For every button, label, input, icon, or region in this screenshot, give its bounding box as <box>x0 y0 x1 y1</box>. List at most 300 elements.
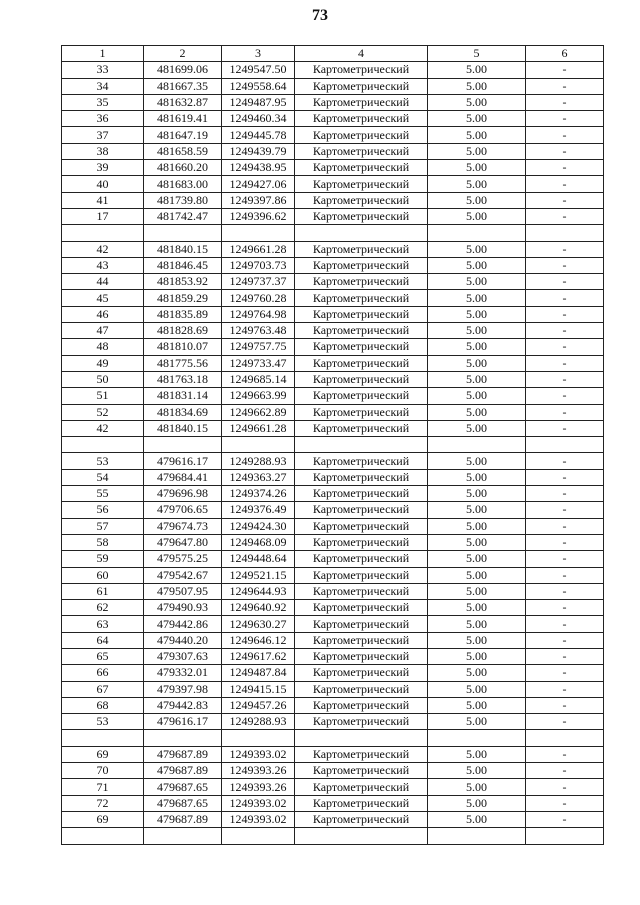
x-coordinate-cell: 481831.14 <box>144 388 222 404</box>
note-cell: - <box>526 192 604 208</box>
y-coordinate-cell: 1249617.62 <box>222 648 295 664</box>
note-cell: - <box>526 600 604 616</box>
table-row <box>62 486 604 502</box>
y-coordinate-cell: 1249757.75 <box>222 339 295 355</box>
x-coordinate-cell: 479440.20 <box>144 632 222 648</box>
accuracy-cell: 5.00 <box>428 534 526 550</box>
accuracy-cell: 5.00 <box>428 648 526 664</box>
method-cell: Картометрический <box>295 78 428 94</box>
y-coordinate-cell <box>222 437 295 453</box>
method-cell <box>295 437 428 453</box>
note-cell: - <box>526 486 604 502</box>
accuracy-cell: 5.00 <box>428 714 526 730</box>
accuracy-cell: 5.00 <box>428 160 526 176</box>
point-number-cell: 72 <box>62 795 144 811</box>
accuracy-cell: 5.00 <box>428 388 526 404</box>
note-cell: - <box>526 274 604 290</box>
x-coordinate-cell: 481667.35 <box>144 78 222 94</box>
accuracy-cell: 5.00 <box>428 306 526 322</box>
point-number-cell: 53 <box>62 714 144 730</box>
note-cell: - <box>526 127 604 143</box>
method-cell: Картометрический <box>295 339 428 355</box>
accuracy-cell: 5.00 <box>428 257 526 273</box>
x-coordinate-cell: 479647.80 <box>144 534 222 550</box>
method-cell: Картометрический <box>295 486 428 502</box>
y-coordinate-cell: 1249445.78 <box>222 127 295 143</box>
accuracy-cell: 5.00 <box>428 763 526 779</box>
table-row <box>62 567 604 583</box>
note-cell: - <box>526 681 604 697</box>
note-cell: - <box>526 388 604 404</box>
note-cell: - <box>526 404 604 420</box>
accuracy-cell: 5.00 <box>428 111 526 127</box>
note-cell: - <box>526 763 604 779</box>
method-cell: Картометрический <box>295 600 428 616</box>
note-cell: - <box>526 257 604 273</box>
method-cell: Картометрический <box>295 274 428 290</box>
y-coordinate-cell: 1249733.47 <box>222 355 295 371</box>
table-row <box>62 697 604 713</box>
table-row <box>62 811 604 827</box>
note-cell: - <box>526 697 604 713</box>
table-row <box>62 779 604 795</box>
note-cell: - <box>526 94 604 110</box>
point-number-cell: 68 <box>62 697 144 713</box>
point-number-cell: 58 <box>62 534 144 550</box>
table-row <box>62 111 604 127</box>
y-coordinate-cell <box>222 828 295 844</box>
x-coordinate-cell: 481699.06 <box>144 62 222 78</box>
note-cell: - <box>526 453 604 469</box>
x-coordinate-cell <box>144 437 222 453</box>
accuracy-cell: 5.00 <box>428 795 526 811</box>
note-cell: - <box>526 62 604 78</box>
accuracy-cell: 5.00 <box>428 697 526 713</box>
y-coordinate-cell: 1249397.86 <box>222 192 295 208</box>
table-row <box>62 551 604 567</box>
y-coordinate-cell: 1249468.09 <box>222 534 295 550</box>
method-cell: Картометрический <box>295 583 428 599</box>
y-coordinate-cell: 1249288.93 <box>222 714 295 730</box>
method-cell: Картометрический <box>295 192 428 208</box>
method-cell: Картометрический <box>295 420 428 436</box>
y-coordinate-cell: 1249393.02 <box>222 811 295 827</box>
method-cell: Картометрический <box>295 94 428 110</box>
column-header-4: 4 <box>295 46 428 62</box>
accuracy-cell: 5.00 <box>428 176 526 192</box>
table-row <box>62 763 604 779</box>
y-coordinate-cell: 1249661.28 <box>222 241 295 257</box>
x-coordinate-cell: 479307.63 <box>144 648 222 664</box>
point-number-cell: 71 <box>62 779 144 795</box>
table-row <box>62 306 604 322</box>
page-number: 73 <box>312 7 328 24</box>
y-coordinate-cell: 1249763.48 <box>222 323 295 339</box>
table-row <box>62 257 604 273</box>
note-cell: - <box>526 746 604 762</box>
x-coordinate-cell: 481828.69 <box>144 323 222 339</box>
y-coordinate-cell: 1249764.98 <box>222 306 295 322</box>
note-cell: - <box>526 551 604 567</box>
x-coordinate-cell: 479616.17 <box>144 714 222 730</box>
table-row <box>62 208 604 224</box>
x-coordinate-cell <box>144 730 222 746</box>
point-number-cell: 35 <box>62 94 144 110</box>
table-row <box>62 616 604 632</box>
y-coordinate-cell: 1249640.92 <box>222 600 295 616</box>
method-cell: Картометрический <box>295 763 428 779</box>
method-cell: Картометрический <box>295 518 428 534</box>
method-cell: Картометрический <box>295 127 428 143</box>
table-row <box>62 469 604 485</box>
point-number-cell: 60 <box>62 567 144 583</box>
table-row <box>62 371 604 387</box>
note-cell <box>526 225 604 241</box>
method-cell: Картометрический <box>295 143 428 159</box>
accuracy-cell: 5.00 <box>428 502 526 518</box>
x-coordinate-cell: 481840.15 <box>144 241 222 257</box>
method-cell: Картометрический <box>295 355 428 371</box>
x-coordinate-cell: 481647.19 <box>144 127 222 143</box>
note-cell <box>526 828 604 844</box>
table-row <box>62 583 604 599</box>
x-coordinate-cell: 479687.65 <box>144 779 222 795</box>
note-cell: - <box>526 518 604 534</box>
y-coordinate-cell: 1249460.34 <box>222 111 295 127</box>
accuracy-cell: 5.00 <box>428 208 526 224</box>
x-coordinate-cell: 481763.18 <box>144 371 222 387</box>
point-number-cell: 62 <box>62 600 144 616</box>
y-coordinate-cell: 1249703.73 <box>222 257 295 273</box>
x-coordinate-cell: 479542.67 <box>144 567 222 583</box>
point-number-cell: 50 <box>62 371 144 387</box>
column-header-5: 5 <box>428 46 526 62</box>
note-cell: - <box>526 469 604 485</box>
table-row <box>62 127 604 143</box>
point-number-cell: 54 <box>62 469 144 485</box>
column-header-3: 3 <box>222 46 295 62</box>
note-cell: - <box>526 616 604 632</box>
accuracy-cell: 5.00 <box>428 486 526 502</box>
note-cell: - <box>526 241 604 257</box>
accuracy-cell: 5.00 <box>428 274 526 290</box>
x-coordinate-cell <box>144 225 222 241</box>
method-cell: Картометрический <box>295 746 428 762</box>
point-number-cell: 48 <box>62 339 144 355</box>
method-cell: Картометрический <box>295 632 428 648</box>
method-cell: Картометрический <box>295 290 428 306</box>
accuracy-cell: 5.00 <box>428 404 526 420</box>
method-cell: Картометрический <box>295 648 428 664</box>
method-cell: Картометрический <box>295 551 428 567</box>
point-number-cell: 59 <box>62 551 144 567</box>
y-coordinate-cell: 1249376.49 <box>222 502 295 518</box>
x-coordinate-cell: 479687.65 <box>144 795 222 811</box>
y-coordinate-cell: 1249685.14 <box>222 371 295 387</box>
point-number-cell: 45 <box>62 290 144 306</box>
x-coordinate-cell: 481658.59 <box>144 143 222 159</box>
table-header-row <box>62 46 604 62</box>
method-cell: Картометрический <box>295 567 428 583</box>
table-row <box>62 160 604 176</box>
accuracy-cell <box>428 225 526 241</box>
method-cell: Картометрический <box>295 453 428 469</box>
point-number-cell: 66 <box>62 665 144 681</box>
point-number-cell: 43 <box>62 257 144 273</box>
note-cell: - <box>526 78 604 94</box>
note-cell: - <box>526 583 604 599</box>
y-coordinate-cell: 1249662.89 <box>222 404 295 420</box>
table-row <box>62 795 604 811</box>
accuracy-cell: 5.00 <box>428 779 526 795</box>
x-coordinate-cell <box>144 828 222 844</box>
point-number-cell: 42 <box>62 241 144 257</box>
point-number-cell: 52 <box>62 404 144 420</box>
method-cell: Картометрический <box>295 795 428 811</box>
table-row <box>62 453 604 469</box>
accuracy-cell: 5.00 <box>428 127 526 143</box>
table-row <box>62 828 604 844</box>
accuracy-cell: 5.00 <box>428 143 526 159</box>
accuracy-cell: 5.00 <box>428 811 526 827</box>
column-header-2: 2 <box>144 46 222 62</box>
accuracy-cell: 5.00 <box>428 518 526 534</box>
x-coordinate-cell: 481840.15 <box>144 420 222 436</box>
point-number-cell: 67 <box>62 681 144 697</box>
note-cell: - <box>526 714 604 730</box>
point-number-cell: 47 <box>62 323 144 339</box>
note-cell: - <box>526 502 604 518</box>
note-cell: - <box>526 648 604 664</box>
note-cell: - <box>526 111 604 127</box>
method-cell: Картометрический <box>295 502 428 518</box>
y-coordinate-cell: 1249288.93 <box>222 453 295 469</box>
x-coordinate-cell: 479674.73 <box>144 518 222 534</box>
note-cell <box>526 437 604 453</box>
note-cell: - <box>526 323 604 339</box>
note-cell: - <box>526 371 604 387</box>
method-cell: Картометрический <box>295 469 428 485</box>
point-number-cell: 42 <box>62 420 144 436</box>
y-coordinate-cell: 1249457.26 <box>222 697 295 713</box>
accuracy-cell: 5.00 <box>428 62 526 78</box>
accuracy-cell: 5.00 <box>428 551 526 567</box>
table-row <box>62 192 604 208</box>
table-row <box>62 502 604 518</box>
x-coordinate-cell: 481660.20 <box>144 160 222 176</box>
note-cell: - <box>526 420 604 436</box>
note-cell: - <box>526 143 604 159</box>
accuracy-cell: 5.00 <box>428 746 526 762</box>
accuracy-cell: 5.00 <box>428 290 526 306</box>
accuracy-cell: 5.00 <box>428 323 526 339</box>
point-number-cell: 37 <box>62 127 144 143</box>
method-cell: Картометрический <box>295 160 428 176</box>
table-row <box>62 241 604 257</box>
x-coordinate-cell: 479507.95 <box>144 583 222 599</box>
table-row <box>62 420 604 436</box>
note-cell: - <box>526 339 604 355</box>
x-coordinate-cell: 479696.98 <box>144 486 222 502</box>
y-coordinate-cell: 1249448.64 <box>222 551 295 567</box>
x-coordinate-cell: 481775.56 <box>144 355 222 371</box>
table-row <box>62 225 604 241</box>
x-coordinate-cell: 479332.01 <box>144 665 222 681</box>
y-coordinate-cell: 1249663.99 <box>222 388 295 404</box>
table-row <box>62 714 604 730</box>
accuracy-cell: 5.00 <box>428 632 526 648</box>
point-number-cell: 69 <box>62 811 144 827</box>
x-coordinate-cell: 479616.17 <box>144 453 222 469</box>
accuracy-cell: 5.00 <box>428 616 526 632</box>
table-row <box>62 534 604 550</box>
point-number-cell: 39 <box>62 160 144 176</box>
note-cell: - <box>526 160 604 176</box>
y-coordinate-cell: 1249393.02 <box>222 795 295 811</box>
table-row <box>62 62 604 78</box>
method-cell <box>295 828 428 844</box>
y-coordinate-cell: 1249393.26 <box>222 779 295 795</box>
table-row <box>62 518 604 534</box>
accuracy-cell: 5.00 <box>428 339 526 355</box>
x-coordinate-cell: 481632.87 <box>144 94 222 110</box>
y-coordinate-cell <box>222 225 295 241</box>
method-cell: Картометрический <box>295 714 428 730</box>
note-cell: - <box>526 632 604 648</box>
accuracy-cell: 5.00 <box>428 681 526 697</box>
accuracy-cell: 5.00 <box>428 192 526 208</box>
point-number-cell: 55 <box>62 486 144 502</box>
note-cell: - <box>526 567 604 583</box>
table-row <box>62 323 604 339</box>
x-coordinate-cell: 479687.89 <box>144 746 222 762</box>
table-row <box>62 730 604 746</box>
point-number-cell: 70 <box>62 763 144 779</box>
x-coordinate-cell: 481742.47 <box>144 208 222 224</box>
y-coordinate-cell: 1249644.93 <box>222 583 295 599</box>
method-cell: Картометрический <box>295 323 428 339</box>
x-coordinate-cell: 481835.89 <box>144 306 222 322</box>
accuracy-cell <box>428 828 526 844</box>
method-cell: Картометрический <box>295 111 428 127</box>
point-number-cell: 41 <box>62 192 144 208</box>
y-coordinate-cell: 1249374.26 <box>222 486 295 502</box>
y-coordinate-cell: 1249630.27 <box>222 616 295 632</box>
x-coordinate-cell: 479687.89 <box>144 811 222 827</box>
y-coordinate-cell: 1249393.02 <box>222 746 295 762</box>
x-coordinate-cell: 481619.41 <box>144 111 222 127</box>
method-cell: Картометрический <box>295 779 428 795</box>
table-row <box>62 437 604 453</box>
method-cell: Картометрический <box>295 534 428 550</box>
x-coordinate-cell: 479687.89 <box>144 763 222 779</box>
accuracy-cell: 5.00 <box>428 371 526 387</box>
y-coordinate-cell: 1249424.30 <box>222 518 295 534</box>
y-coordinate-cell: 1249661.28 <box>222 420 295 436</box>
note-cell: - <box>526 306 604 322</box>
method-cell: Картометрический <box>295 616 428 632</box>
accuracy-cell: 5.00 <box>428 583 526 599</box>
x-coordinate-cell: 479490.93 <box>144 600 222 616</box>
table-row <box>62 600 604 616</box>
table-row <box>62 274 604 290</box>
method-cell: Картометрический <box>295 62 428 78</box>
y-coordinate-cell: 1249427.06 <box>222 176 295 192</box>
method-cell: Картометрический <box>295 306 428 322</box>
y-coordinate-cell: 1249737.37 <box>222 274 295 290</box>
point-number-cell <box>62 225 144 241</box>
note-cell: - <box>526 795 604 811</box>
x-coordinate-cell: 481834.69 <box>144 404 222 420</box>
y-coordinate-cell: 1249393.26 <box>222 763 295 779</box>
method-cell: Картометрический <box>295 176 428 192</box>
point-number-cell: 49 <box>62 355 144 371</box>
note-cell: - <box>526 208 604 224</box>
method-cell: Картометрический <box>295 208 428 224</box>
x-coordinate-cell: 479442.83 <box>144 697 222 713</box>
point-number-cell: 69 <box>62 746 144 762</box>
accuracy-cell: 5.00 <box>428 453 526 469</box>
table-row <box>62 648 604 664</box>
table-row <box>62 176 604 192</box>
method-cell: Картометрический <box>295 404 428 420</box>
y-coordinate-cell: 1249760.28 <box>222 290 295 306</box>
table-row <box>62 355 604 371</box>
table-row <box>62 665 604 681</box>
point-number-cell: 38 <box>62 143 144 159</box>
note-cell: - <box>526 355 604 371</box>
table-row <box>62 746 604 762</box>
note-cell: - <box>526 665 604 681</box>
accuracy-cell: 5.00 <box>428 665 526 681</box>
table-row <box>62 94 604 110</box>
method-cell: Картометрический <box>295 388 428 404</box>
note-cell <box>526 730 604 746</box>
x-coordinate-cell: 479397.98 <box>144 681 222 697</box>
table-row <box>62 404 604 420</box>
accuracy-cell: 5.00 <box>428 94 526 110</box>
y-coordinate-cell: 1249487.95 <box>222 94 295 110</box>
y-coordinate-cell <box>222 730 295 746</box>
point-number-cell: 51 <box>62 388 144 404</box>
point-number-cell: 44 <box>62 274 144 290</box>
y-coordinate-cell: 1249646.12 <box>222 632 295 648</box>
table-row <box>62 143 604 159</box>
accuracy-cell: 5.00 <box>428 600 526 616</box>
method-cell <box>295 730 428 746</box>
point-number-cell: 56 <box>62 502 144 518</box>
point-number-cell: 33 <box>62 62 144 78</box>
x-coordinate-cell: 479442.86 <box>144 616 222 632</box>
y-coordinate-cell: 1249396.62 <box>222 208 295 224</box>
point-number-cell: 61 <box>62 583 144 599</box>
y-coordinate-cell: 1249415.15 <box>222 681 295 697</box>
method-cell: Картометрический <box>295 811 428 827</box>
point-number-cell: 36 <box>62 111 144 127</box>
point-number-cell: 65 <box>62 648 144 664</box>
point-number-cell <box>62 828 144 844</box>
coordinates-table <box>61 45 604 845</box>
column-header-6: 6 <box>526 46 604 62</box>
method-cell: Картометрический <box>295 371 428 387</box>
note-cell: - <box>526 534 604 550</box>
y-coordinate-cell: 1249558.64 <box>222 78 295 94</box>
table-row <box>62 290 604 306</box>
method-cell: Картометрический <box>295 697 428 713</box>
point-number-cell: 46 <box>62 306 144 322</box>
point-number-cell: 34 <box>62 78 144 94</box>
table-row <box>62 339 604 355</box>
